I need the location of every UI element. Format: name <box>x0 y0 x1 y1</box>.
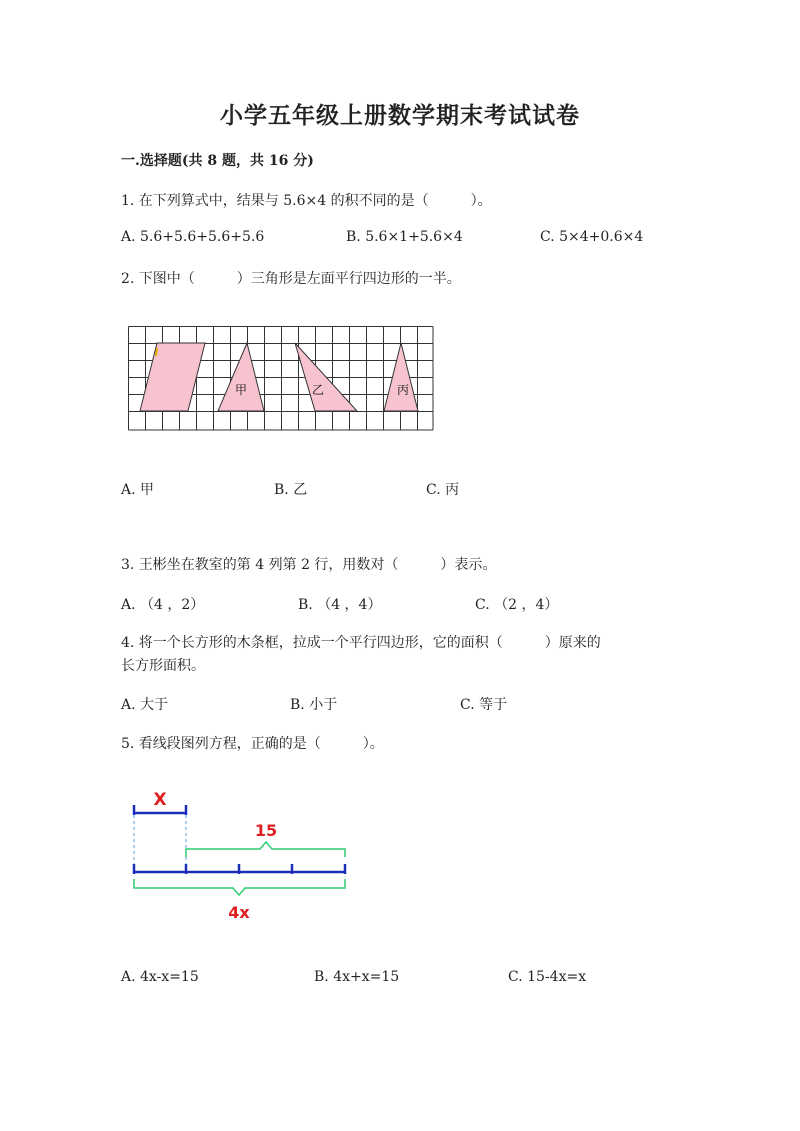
question-4-stem-line1: 4. 将一个长方形的木条框，拉成一个平行四边形，它的面积（ ）原来的 <box>121 635 601 651</box>
label-4x: 4x <box>228 903 250 922</box>
question-5-option-b: B. 4x+x=15 <box>314 969 400 985</box>
question-3-option-b: B. （4 ，4） <box>298 597 382 613</box>
question-3-stem: 3. 王彬坐在教室的第 4 列第 2 行，用数对（ ）表示。 <box>121 557 497 573</box>
line-segment-diagram <box>125 785 365 935</box>
question-2-stem: 2. 下图中（ ）三角形是左面平行四边形的一半。 <box>121 271 461 287</box>
label-yi: 乙 <box>311 383 325 397</box>
question-4-stem-line2: 长方形面积。 <box>121 658 205 674</box>
label-bing: 丙 <box>396 383 410 397</box>
brace-4x <box>134 879 345 895</box>
question-5-option-a: A. 4x-x=15 <box>121 969 199 985</box>
question-1-option-a: A. 5.6+5.6+5.6+5.6 <box>121 229 265 245</box>
question-2-option-a: A. 甲 <box>121 482 155 498</box>
question-5-option-c: C. 15-4x=x <box>508 969 587 985</box>
parallelogram <box>140 343 205 411</box>
question-1-stem: 1. 在下列算式中，结果与 5.6×4 的积不同的是（ ）。 <box>121 193 492 209</box>
label-jia: 甲 <box>234 383 248 397</box>
question-4-option-b: B. 小于 <box>290 697 338 713</box>
section-heading: 一.选择题(共 8 题，共 16 分) <box>121 153 314 169</box>
parallelogram-height-mark <box>156 348 157 356</box>
question-2-option-b: B. 乙 <box>274 482 308 498</box>
question-4-option-a: A. 大于 <box>121 697 169 713</box>
brace-15 <box>186 842 345 857</box>
label-x: X <box>153 790 167 810</box>
question-3-option-c: C. （2 ，4） <box>475 597 559 613</box>
question-3-option-a: A. （4 ，2） <box>121 597 205 613</box>
question-5-stem: 5. 看线段图列方程，正确的是（ ）。 <box>121 736 384 752</box>
total-segment <box>134 864 345 874</box>
triangle-grid-figure <box>128 326 434 432</box>
page-title: 小学五年级上册数学期末考试试卷 <box>220 102 580 129</box>
question-4-option-c: C. 等于 <box>460 697 508 713</box>
question-2-option-c: C. 丙 <box>426 482 460 498</box>
question-1-option-b: B. 5.6×1+5.6×4 <box>346 229 463 245</box>
question-1-option-c: C. 5×4+0.6×4 <box>540 229 644 245</box>
label-15: 15 <box>254 821 278 840</box>
